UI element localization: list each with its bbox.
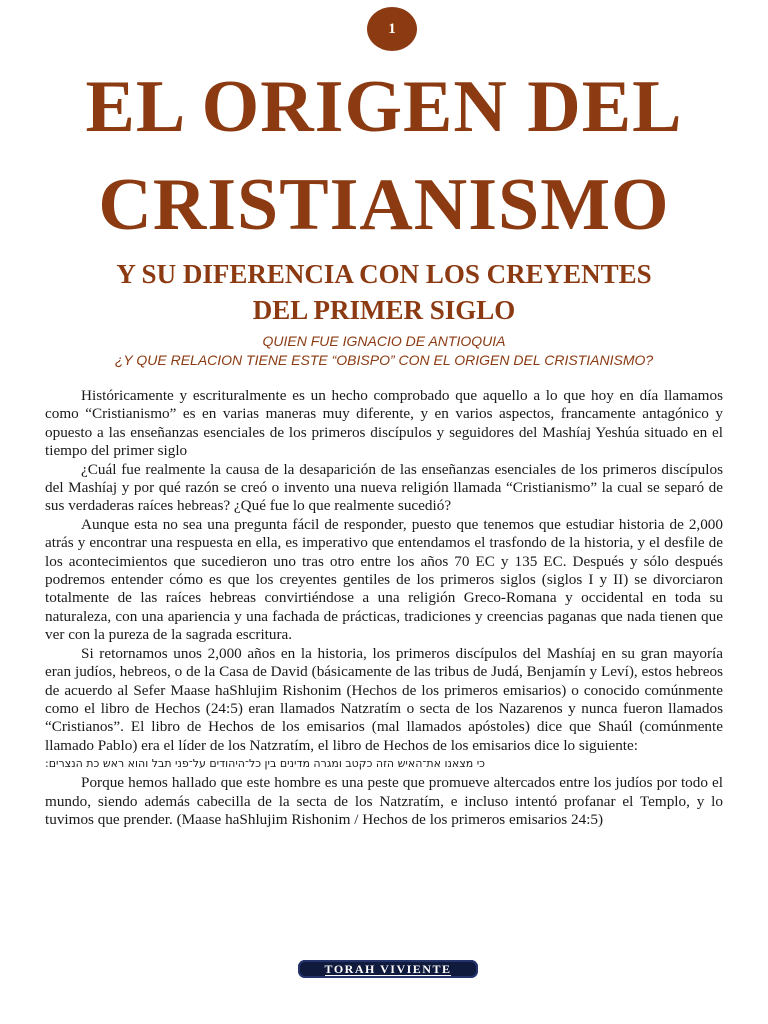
logo-text: TORAH VIVIENTE [324, 961, 452, 976]
page-number: 1 [388, 20, 396, 37]
subtitle-line-1: Y SU DIFERENCIA CON LOS CREYENTES [116, 259, 652, 289]
subtitle-line-2: DEL PRIMER SIGLO [252, 295, 516, 325]
torah-viviente-logo [298, 960, 478, 978]
paragraph: Si retornamos unos 2,000 años en la historia, los primeros discípulos del Mashíaj en su gran mayoría eran judíos, hebreos, o de la Casa de David (básicamente de las tribus de Judá, Benjamín y Leví), estos hebreos de acuerdo al Sefer Maase haShlujim Rishonim (Hechos de los primeros emisarios) o conocido comúnmente como el libro de Hechos (24:5) eran llamados Natzratím o secta de los Nazarenos y nunca fueron llamados “Cristianos”. El libro de Hechos de los emisarios (mal llamados apóstoles) dice que Shaúl (comúnmente llamado Pablo) era el líder de los Natzratím, el libro de Hechos de los emisarios dice lo siguiente: [45, 644, 723, 754]
title-line-2: CRISTIANISMO [98, 164, 670, 246]
paragraph: Históricamente y escrituralmente es un hecho comprobado que aquello a lo que hoy en día llamamos como “Cristianismo” es en varias maneras muy diferente, y en varios aspectos, francamente antagónico y opuesto a las enseñanzas esenciales de los primeros discípulos y seguidores del Mashíaj Yeshúa situado en el tiempo del primer siglo [45, 387, 723, 460]
quote-translation: Porque hemos hallado que este hombre es una peste que promueve altercados entre los judíos por todo el mundo, siendo además cabecilla de la secta de los Natzratím, e incluso intentó profanar el Templo, y lo tuvimos que prender. (Maase haShlujim Rishonim / Hechos de los primeros emisarios 24:5) [45, 774, 723, 828]
page-number-badge [367, 7, 417, 51]
hebrew-quote: כי מצאנו את־האיש הזה כקטב ומגרה מדינים בין כל־היהודים על־פני תבל והוא ראש כת הנצרים: [45, 757, 485, 771]
paragraph: ¿Cuál fue realmente la causa de la desaparición de las enseñanzas esenciales de los primeros discípulos del Mashíaj y por qué razón se creó o invento una nueva religión llamada “Cristianismo” la cual se separó de sus verdaderas raíces hebreas? ¿Qué fue lo que realmente sucedió? [45, 460, 723, 515]
paragraph: Aunque esta no sea una pregunta fácil de responder, puesto que tenemos que estudiar historia de 2,000 atrás y encontrar una respuesta en ella, es imperativo que entendamos el trasfondo de la historia, y el desfile de los acontecimientos que sucedieron uno tras otro entre los años 70 EC y 135 EC. Después y sólo después podremos entender cómo es que los creyentes gentiles de los primeros siglos (siglos I y II) se divorciaron totalmente de las raíces hebreas convirtiéndose a una religión Greco-Romana y occidental en toda su naturaleza, con una apariencia y una fachada de prácticas, tradiciones y creencias paganas que nada tienen que ver con la pureza de la sagrada escritura. [45, 515, 723, 644]
article-body [45, 387, 723, 829]
kicker-line-2: ¿Y QUE RELACION TIENE ESTE “OBISPO” CON EL ORIGEN DEL CRISTIANISMO? [114, 352, 654, 368]
kicker-line-1: QUIEN FUE IGNACIO DE ANTIOQUIA [262, 333, 506, 349]
title-line-1: EL ORIGEN DEL [85, 66, 683, 148]
